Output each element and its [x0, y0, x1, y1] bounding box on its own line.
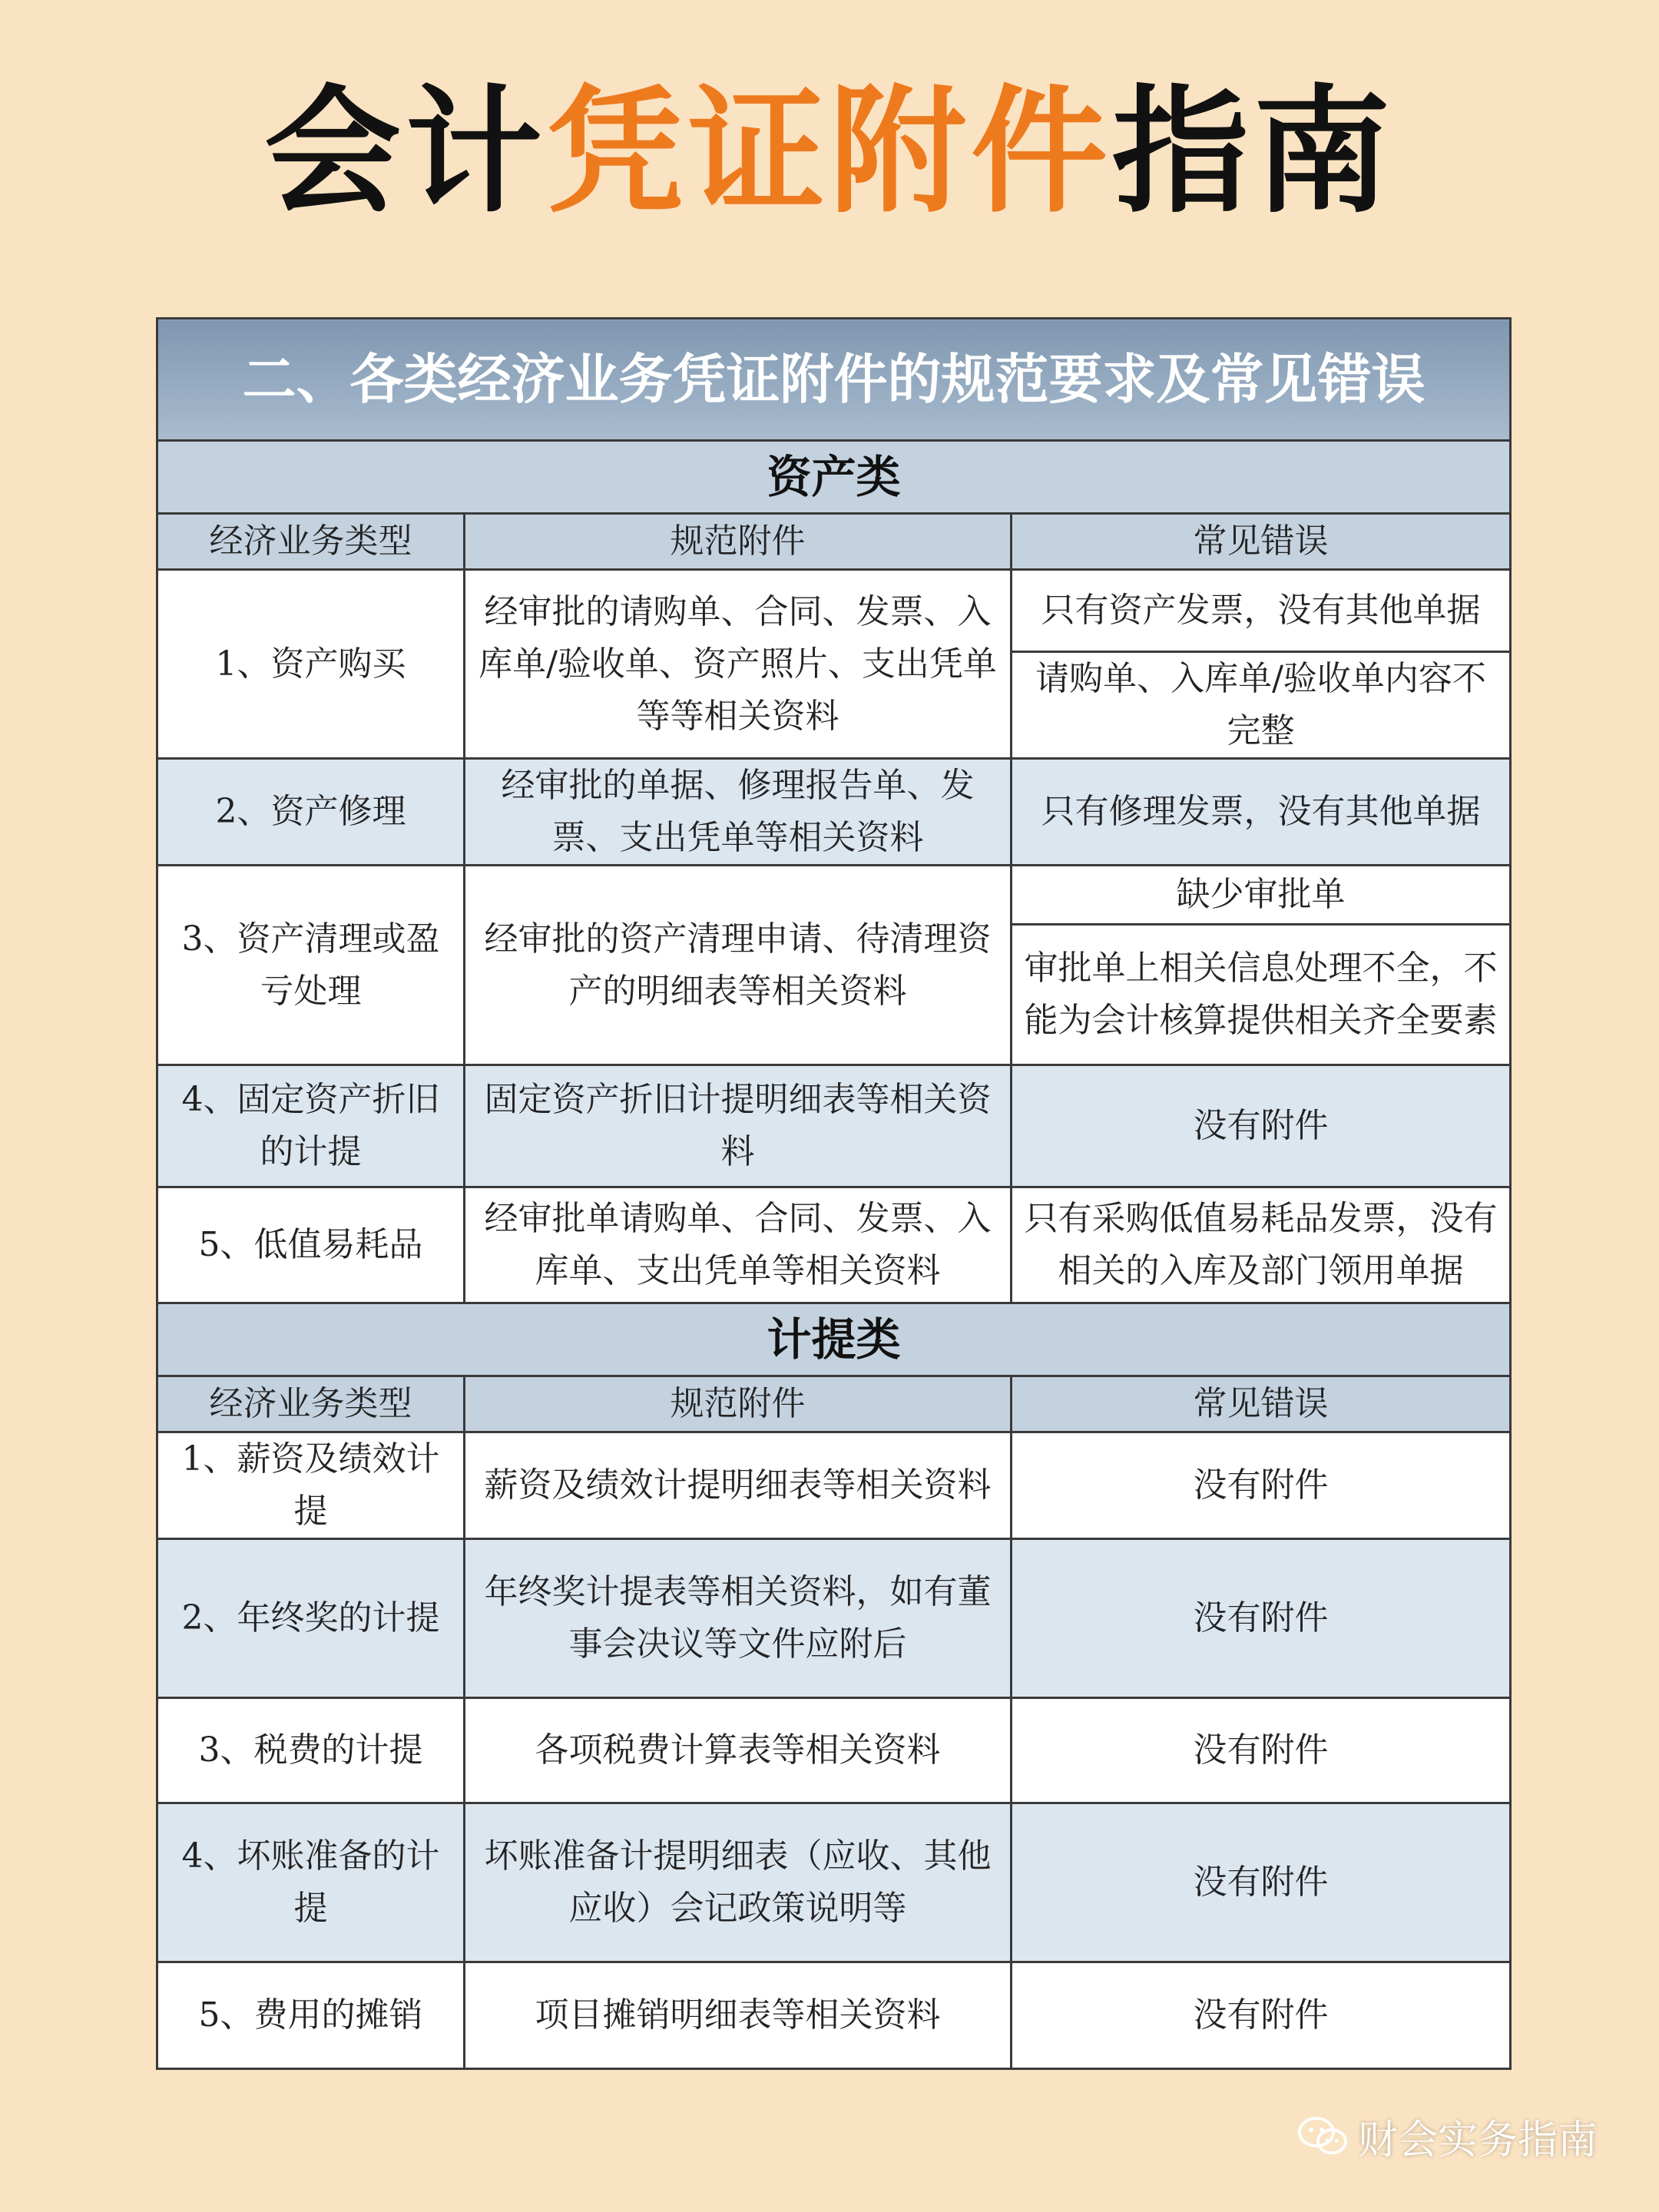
row-error: 审批单上相关信息处理不全，不能为会计核算提供相关齐全要素: [1012, 925, 1511, 1065]
row-type: 2、年终奖的计提: [157, 1539, 465, 1698]
row-type: 1、资产购买: [157, 570, 465, 759]
title-part-3: 指南: [1112, 72, 1395, 231]
row-error: 缺少审批单: [1012, 866, 1511, 925]
row-type: 4、坏账准备的计提: [157, 1803, 465, 1962]
row-attachment: 经审批的请购单、合同、发票、入库单/验收单、资产照片、支出凭单等等相关资料: [465, 570, 1012, 759]
row-type: 3、资产清理或盈亏处理: [157, 866, 465, 1065]
column-header-type: 经济业务类型: [157, 1376, 465, 1432]
watermark: [1298, 2109, 1598, 2163]
page-title: [0, 68, 1659, 237]
row-error: 只有修理发票，没有其他单据: [1012, 759, 1511, 866]
title-part-2: 凭证附件: [547, 72, 1112, 231]
watermark-text: 财会实务指南: [1358, 2117, 1598, 2164]
row-type: 4、固定资产折旧的计提: [157, 1065, 465, 1187]
row-type: 5、低值易耗品: [157, 1187, 465, 1303]
table-row: [157, 1539, 1511, 1698]
row-attachment: 项目摊销明细表等相关资料: [465, 1962, 1012, 2069]
column-header-attachment: 规范附件: [465, 514, 1012, 570]
table-row: [157, 1698, 1511, 1803]
table-row: [157, 1187, 1511, 1303]
row-type: 3、税费的计提: [157, 1698, 465, 1803]
row-attachment: 薪资及绩效计提明细表等相关资料: [465, 1432, 1012, 1539]
column-header-attachment: 规范附件: [465, 1376, 1012, 1432]
row-type: 5、费用的摊销: [157, 1962, 465, 2069]
table-row: [157, 1803, 1511, 1962]
column-header-errors: 常见错误: [1012, 1376, 1511, 1432]
column-header-type: 经济业务类型: [157, 514, 465, 570]
row-error: 只有采购低值易耗品发票，没有相关的入库及部门领用单据: [1012, 1187, 1511, 1303]
row-attachment: 经审批的资产清理申请、待清理资产的明细表等相关资料: [465, 866, 1012, 1065]
row-attachment: 年终奖计提表等相关资料，如有董事会决议等文件应附后: [465, 1539, 1012, 1698]
row-error: 请购单、入库单/验收单内容不完整: [1012, 652, 1511, 759]
row-attachment: 固定资产折旧计提明细表等相关资料: [465, 1065, 1012, 1187]
section-title-accruals: 计提类: [157, 1303, 1511, 1376]
table-row: [157, 1962, 1511, 2069]
row-attachment: 经审批单请购单、合同、发票、入库单、支出凭单等相关资料: [465, 1187, 1012, 1303]
section-title-assets: 资产类: [157, 441, 1511, 514]
voucher-table: [156, 317, 1509, 2070]
table-row: [157, 570, 1511, 652]
table-row: [157, 866, 1511, 925]
row-error: 没有附件: [1012, 1065, 1511, 1187]
table-row: [157, 1432, 1511, 1539]
row-error: 只有资产发票，没有其他单据: [1012, 570, 1511, 652]
wechat-icon: [1298, 2115, 1347, 2157]
row-attachment: 坏账准备计提明细表（应收、其他应收）会记政策说明等: [465, 1803, 1012, 1962]
table-row: [157, 1065, 1511, 1187]
row-error: 没有附件: [1012, 1432, 1511, 1539]
table-header: 二、各类经济业务凭证附件的规范要求及常见错误: [157, 319, 1511, 441]
row-attachment: 各项税费计算表等相关资料: [465, 1698, 1012, 1803]
column-header-errors: 常见错误: [1012, 514, 1511, 570]
table-row: [157, 759, 1511, 866]
row-error: 没有附件: [1012, 1539, 1511, 1698]
row-error: 没有附件: [1012, 1803, 1511, 1962]
row-error: 没有附件: [1012, 1962, 1511, 2069]
row-attachment: 经审批的单据、修理报告单、发票、支出凭单等相关资料: [465, 759, 1012, 866]
row-type: 1、薪资及绩效计提: [157, 1432, 465, 1539]
title-part-1: 会计: [264, 72, 547, 231]
row-type: 2、资产修理: [157, 759, 465, 866]
row-error: 没有附件: [1012, 1698, 1511, 1803]
